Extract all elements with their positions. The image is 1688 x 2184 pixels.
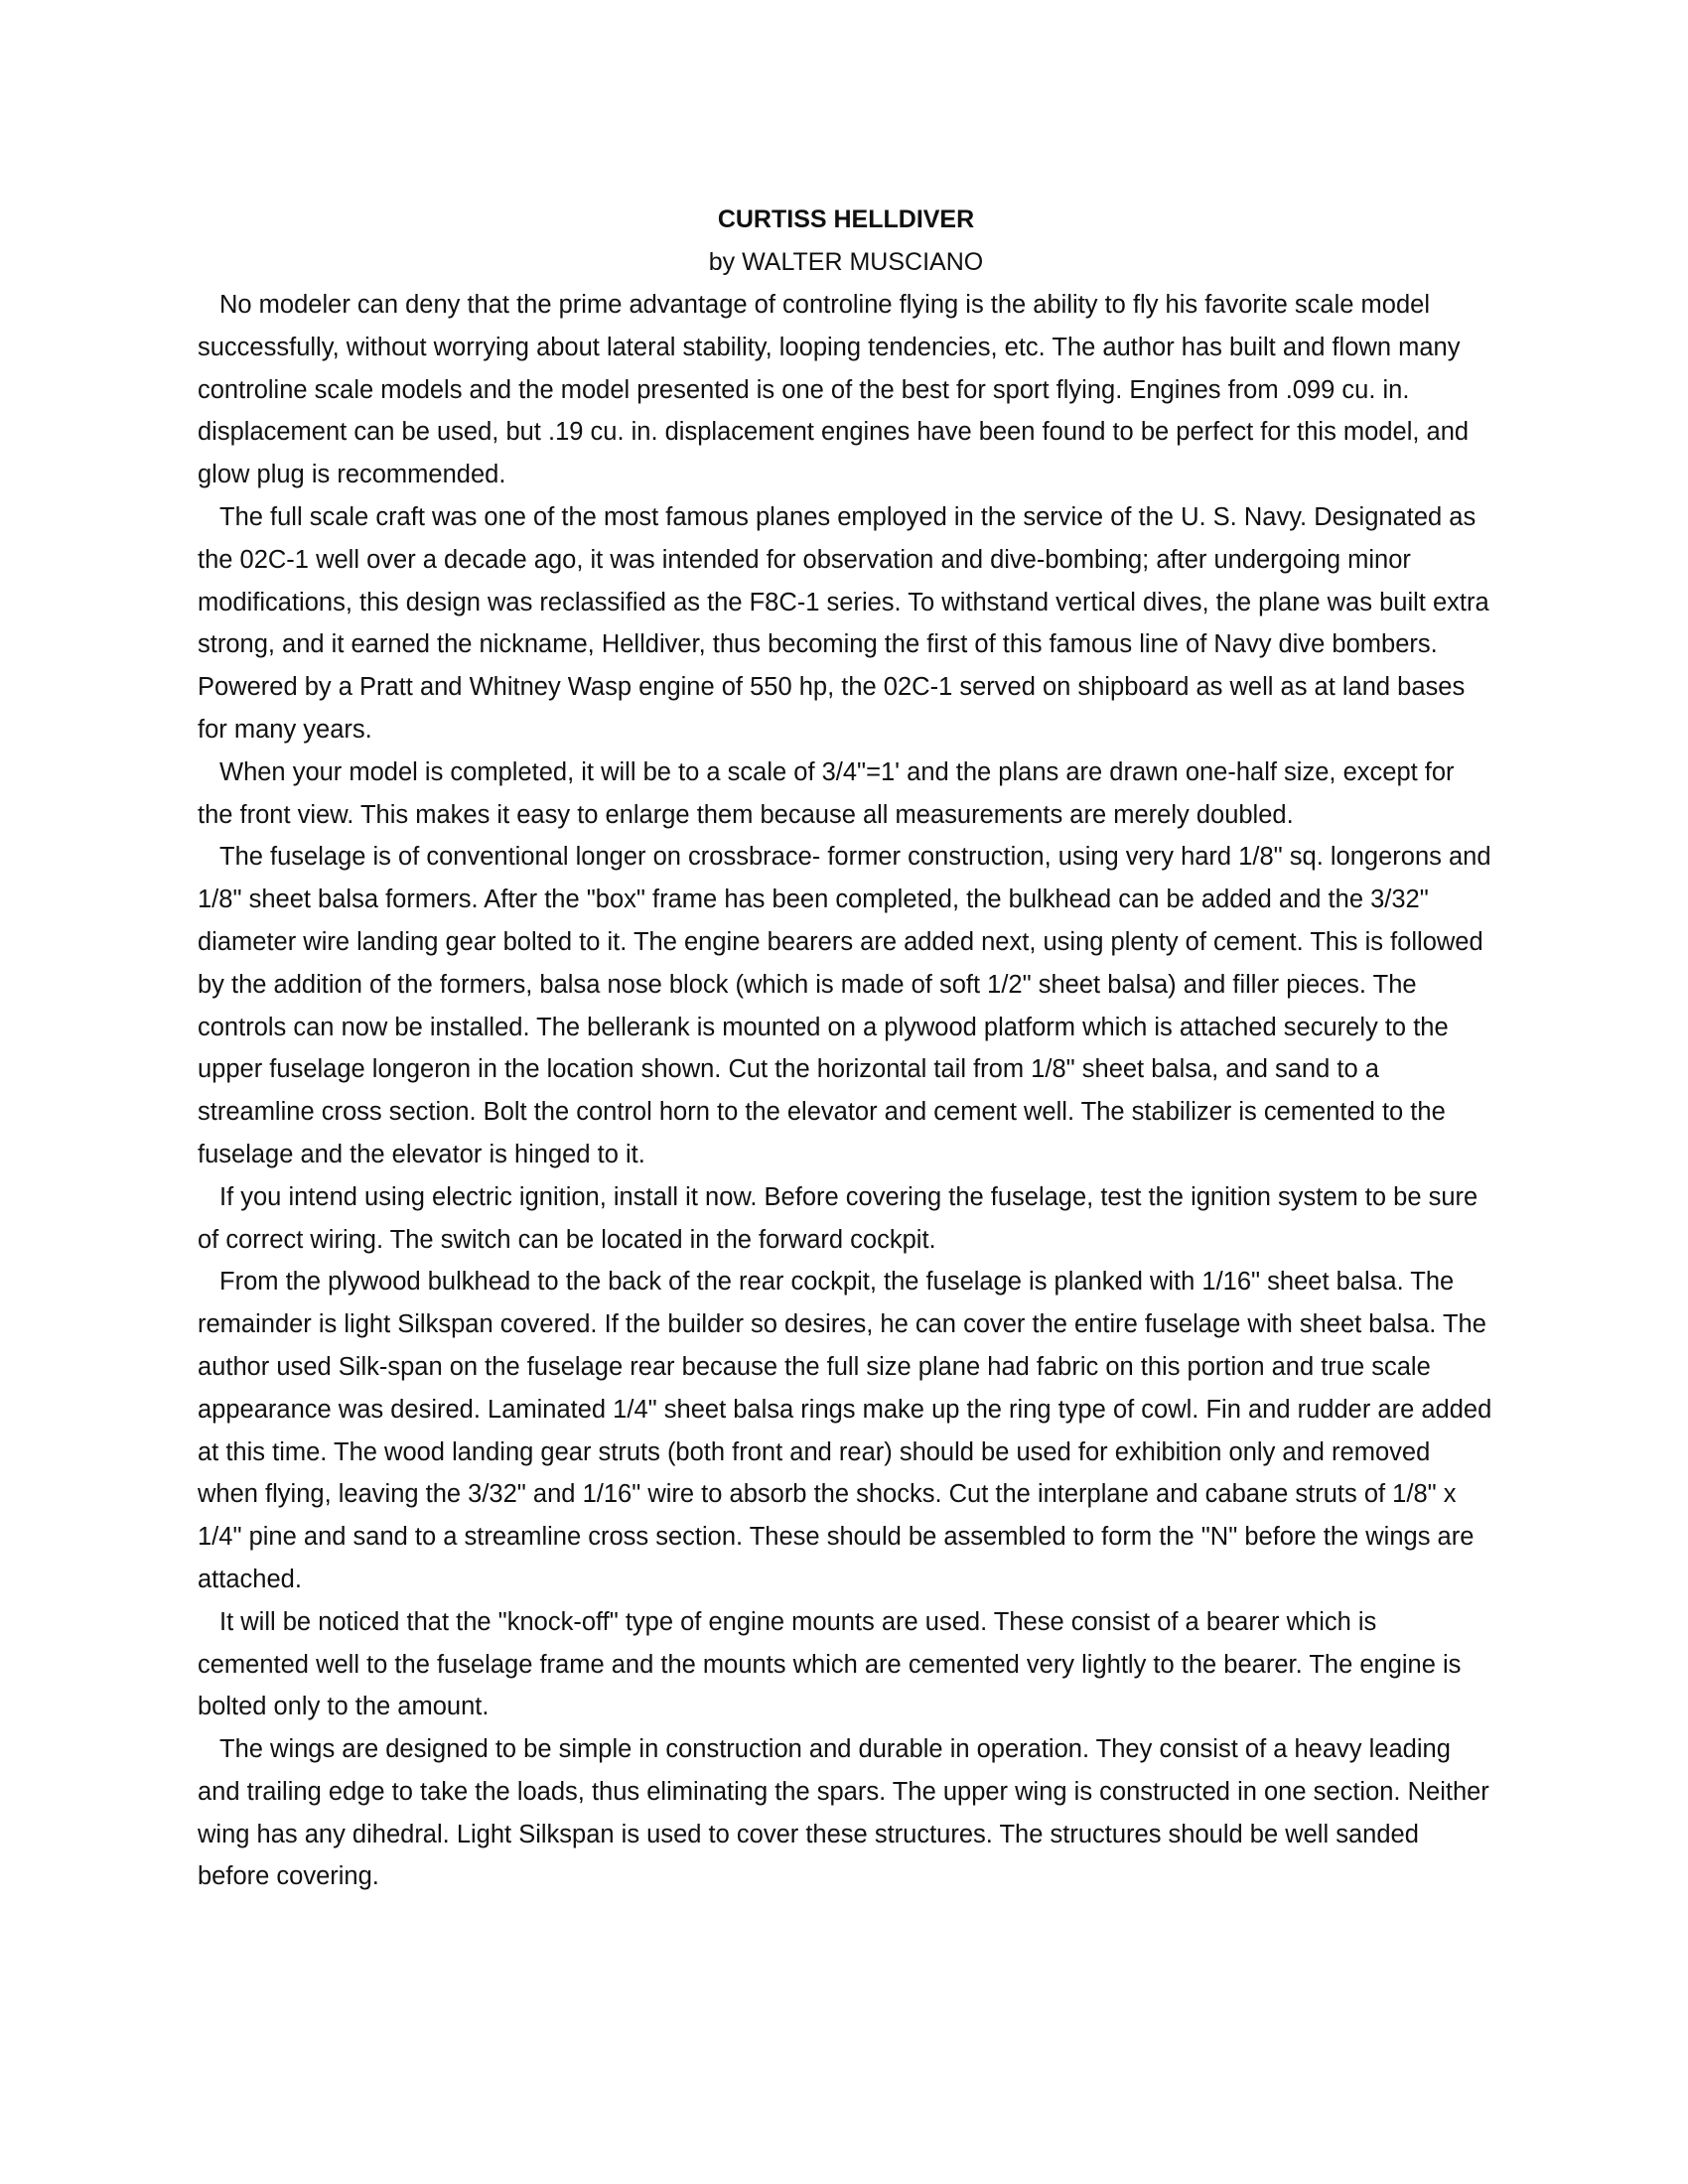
paragraph-wings: The wings are designed to be simple in construction and durable in operation. They consist of a heavy leading and trailing edge to take the loads, thus eliminating the spars. The upper wing is constructed in one section. Neither wing has any dihedral. Light Silkspan is used to cover these structures. The structures should be well sanded before covering. xyxy=(198,1735,1489,1891)
paragraph-fuselage: The fuselage is of conventional longer on crossbrace- former construction, using very hard 1/8" sq. longerons and 1/8" sheet balsa formers. After the "box" frame has been completed, the bulkhead can be added and the 3/32" diameter wire landing gear bolted to it. The engine bearers are added next, using plenty of cement. This is followed by the addition of the formers, balsa nose block (which is made of soft 1/2" sheet balsa) and filler pieces. The controls can now be installed. The bellerank is mounted on a plywood platform which is attached securely to the upper fuselage longeron in the location shown. Cut the horizontal tail from 1/8" sheet balsa, and sand to a streamline cross section. Bolt the control horn to the elevator and cement well. The stabilizer is cemented to the fuselage and the elevator is hinged to it. xyxy=(198,843,1491,1168)
article-title: CURTISS HELLDIVER xyxy=(717,205,975,233)
paragraph-planking: From the plywood bulkhead to the back of the rear cockpit, the fuselage is planked with 1/16" sheet balsa. The remainder is light Silkspan covered. If the builder so desires, he can cover the entire fuselage with sheet balsa. The author used Silk-span on the fuselage rear because the full size plane had fabric on this portion and true scale appearance was desired. Laminated 1/4" sheet balsa rings make up the ring type of cowl. Fin and rudder are added at this time. The wood landing gear struts (both front and rear) should be used for exhibition only and removed when flying, leaving the 3/32" and 1/16" wire to absorb the shocks. Cut the interplane and cabane struts of 1/8" x 1/4" pine and sand to a streamline cross section. These should be assembled to form the "N" before the wings are attached. xyxy=(198,1268,1492,1593)
paragraph-full-scale-craft: The full scale craft was one of the most famous planes employed in the service of the U. S. Navy. Designated as the 02C-1 well over a decade ago, it was intended for observation and dive-bombing; after undergoing minor modifications, this design was reclassified as the F8C-1 series. To withstand vertical dives, the plane was built extra strong, and it earned the nickname, Helldiver, thus becoming the first of this famous line of Navy dive bombers. Powered by a Pratt and Whitney Wasp engine of 550 hp, the 02C-1 served on shipboard as well as at land bases for many years. xyxy=(198,502,1489,744)
paragraph-intro: No modeler can deny that the prime advantage of controline flying is the ability to fly his favorite scale model successfully, without worrying about lateral stability, looping tendencies, etc. The author has built and flown many controline scale models and the model presented is one of the best for sport flying. Engines from .099 cu. in. displacement can be used, but .19 cu. in. displacement engines have been found to be perfect for this model, and glow plug is recommended. xyxy=(198,291,1470,489)
paragraph-engine-mounts: It will be noticed that the "knock-off" type of engine mounts are used. These consist of a bearer which is cemented well to the fuselage frame and the mounts which are cemented very lightly to the bearer. The engine is bolted only to the amount. xyxy=(198,1607,1462,1721)
article-byline: by WALTER MUSCIANO xyxy=(708,248,984,276)
paragraph-scale: When your model is completed, it will be to a scale of 3/4"=1' and the plans are drawn one-half size, except for the front view. This makes it easy to enlarge them because all measurements are merely doubled. xyxy=(198,757,1455,829)
article xyxy=(198,199,1494,1898)
paragraph-ignition: If you intend using electric ignition, install it now. Before covering the fuselage, test the ignition system to be sure of correct wiring. The switch can be located in the forward cockpit. xyxy=(198,1182,1478,1254)
